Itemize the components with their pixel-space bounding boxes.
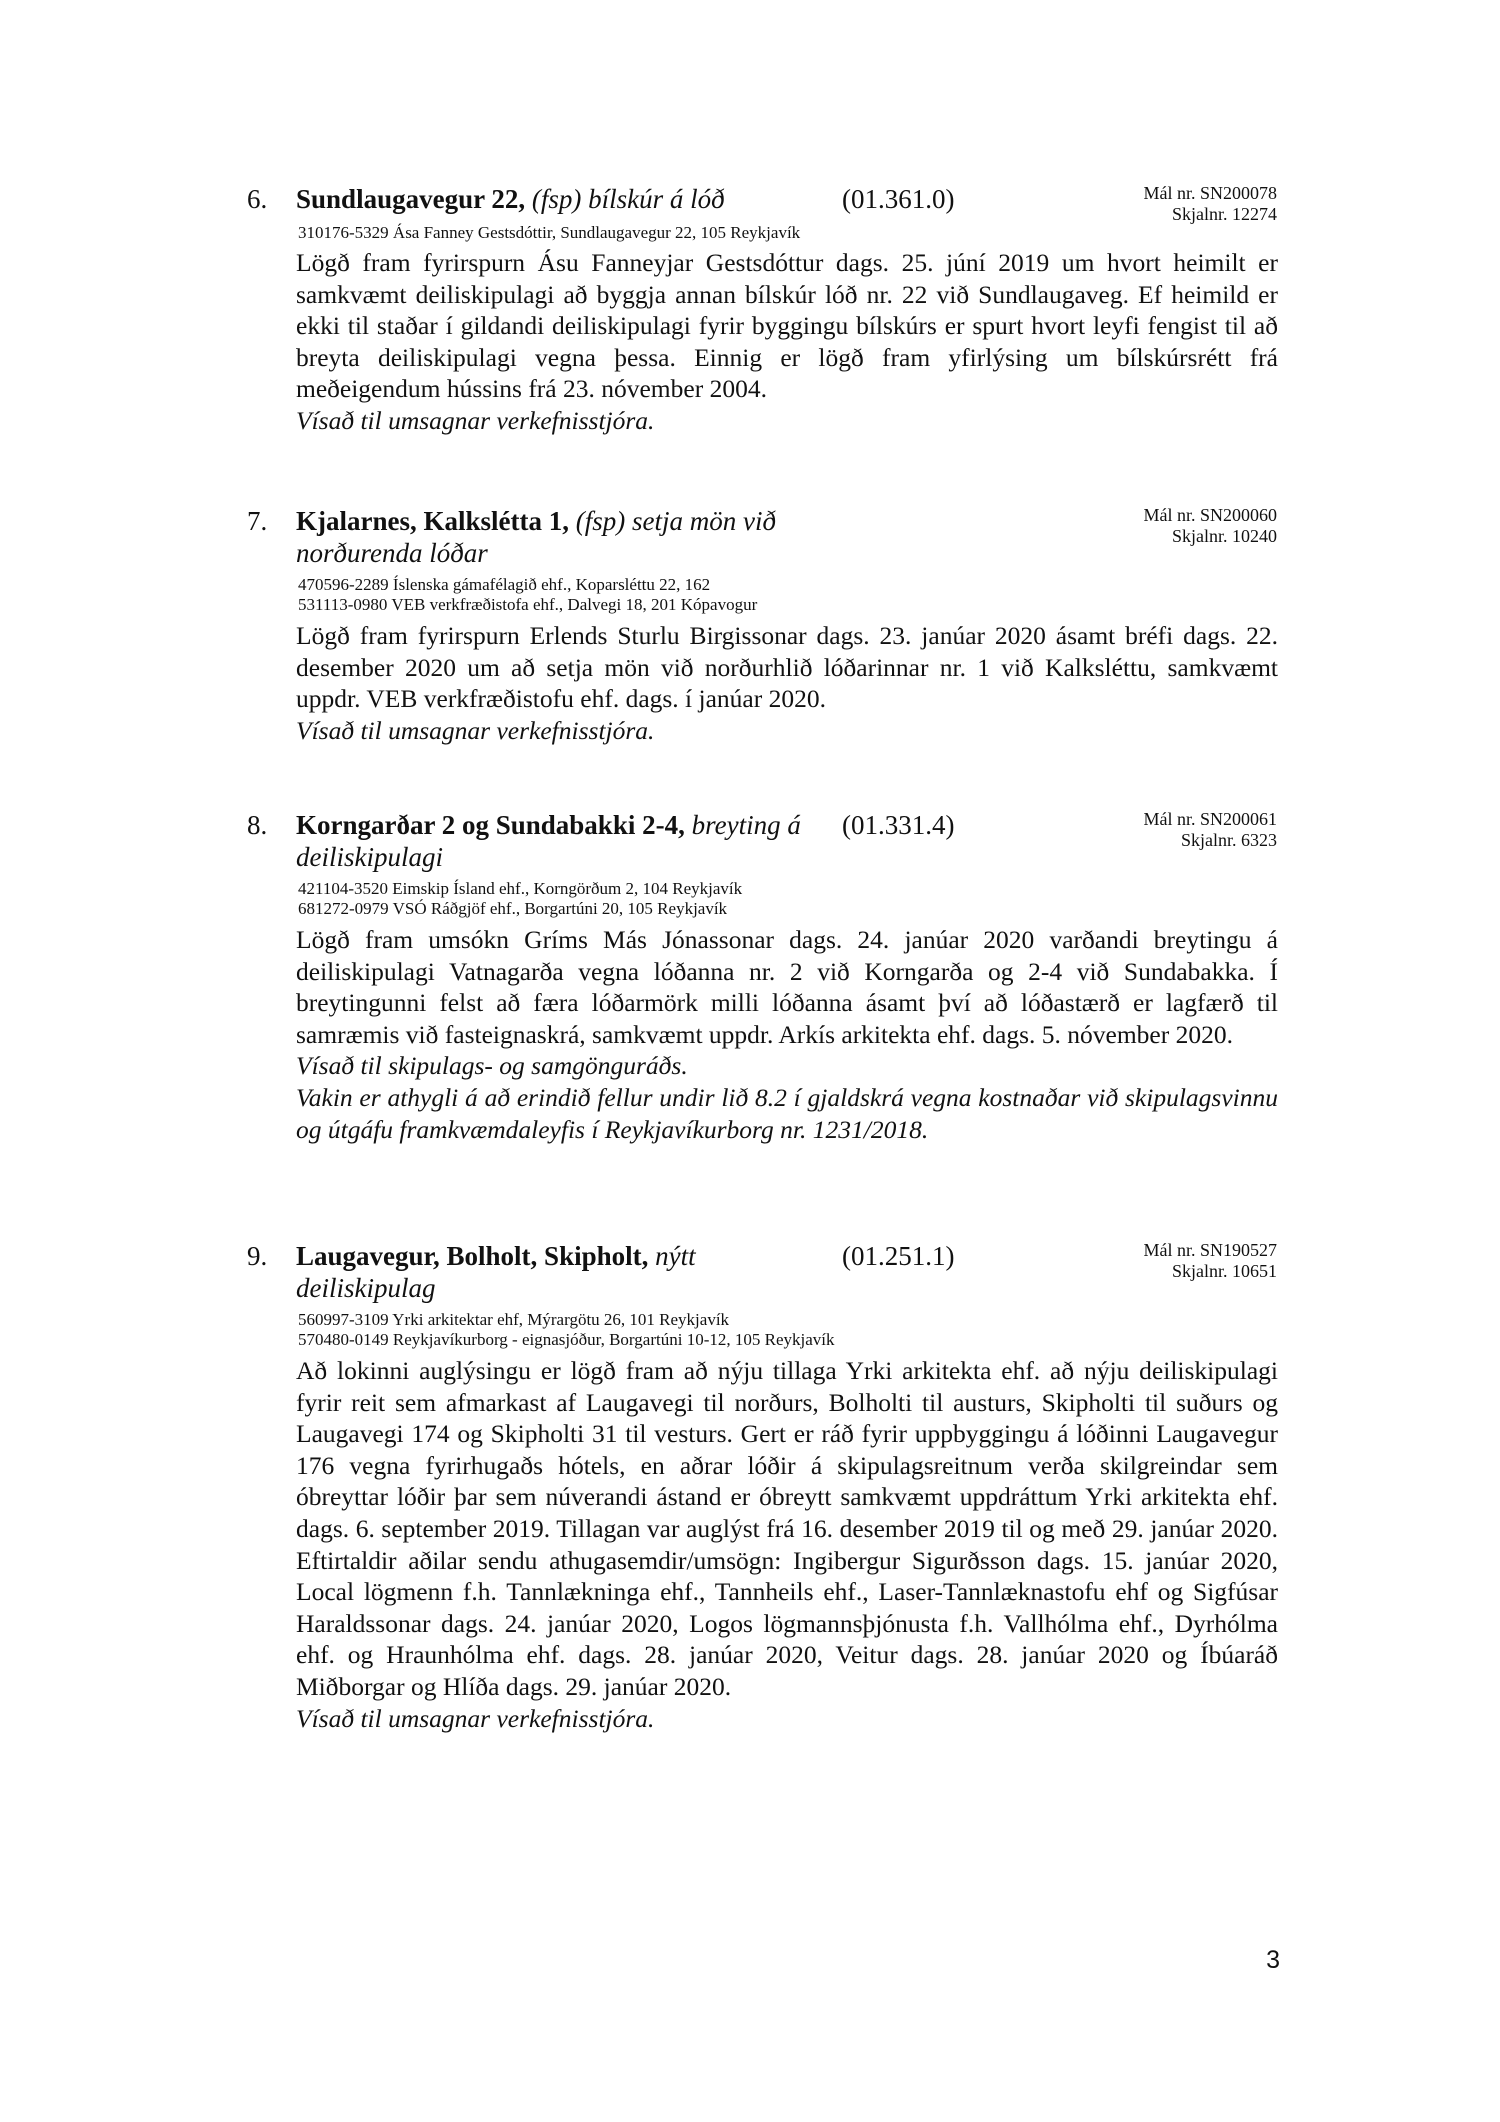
item-heading	[296, 505, 816, 569]
document-number: Skjalnr. 6323	[1180, 830, 1277, 850]
document-number: Skjalnr. 10651	[1171, 1261, 1277, 1281]
applicant-list	[298, 575, 1198, 615]
item-body	[296, 1355, 1278, 1734]
case-number: Mál nr. SN200061	[1143, 809, 1277, 829]
item-title: Sundlaugavegur 22,	[296, 184, 526, 214]
item-heading	[296, 183, 856, 215]
body-paragraph: Að lokinni auglýsingu er lögð fram að nýju tillaga Yrki arkitekta ehf. að nýju deiliskipulagi fyrir reit sem afmarkast af Laugavegi til norðurs, Bolholti til austurs, Skipholti til suðurs og Laugavegi 174 og Skipholti 31 til vesturs. Gert er ráð fyrir uppbyggingu á lóðinni Laugavegur 176 vegna fyrirhugaðs hótels, en aðrar lóðir á skipulagsreitnum verða skilgreindar sem óbreyttar lóðir þar sem núverandi ástand er óbreytt samkvæmt uppdráttum Yrki arkitekta ehf. dags. 6. september 2019. Tillagan var auglýst frá 16. desember 2019 til og með 29. janúar 2020. Eftirtaldir aðilar sendu athugasemdir/umsögn: Ingibergur Sigurðsson dags. 15. janúar 2020, Local lögmenn f.h. Tannlækninga ehf., Tannheils ehf., Laser-Tannlæknastofu ehf og Sigfúsar Haraldssonar dags. 24. janúar 2020, Logos lögmannsþjónusta f.h. Vallhólma ehf., Dyrhólma ehf. og Hraunhólma ehf. dags. 28. janúar 2020, Veitur dags. 28. janúar 2020 og Íbúaráð Miðborgar og Hlíða dags. 29. janúar 2020.	[296, 1356, 1278, 1701]
applicant-line: 470596-2289 Íslenska gámafélagið ehf., Koparsléttu 22, 162	[298, 575, 711, 594]
item-number: 9.	[247, 1241, 268, 1271]
item-subtitle: nýtt deiliskipulag	[296, 1241, 696, 1303]
item-subtitle: breyting á deiliskipulagi	[296, 810, 801, 872]
applicant-line: 681272-0979 VSÓ Ráðgjöf ehf., Borgartúni 20, 105 Reykjavík	[298, 899, 728, 918]
verdict-line: Vísað til skipulags- og samgönguráðs.	[296, 1051, 688, 1081]
item-body	[296, 924, 1278, 1145]
item-body	[296, 247, 1278, 437]
item-subtitle: (fsp) bílskúr á lóð	[531, 184, 725, 214]
applicant-list	[298, 1310, 1198, 1350]
item-title: Korngarðar 2 og Sundabakki 2-4,	[296, 810, 685, 840]
body-paragraph: Lögð fram fyrirspurn Ásu Fanneyjar Gestsdóttur dags. 25. júní 2019 um hvort heimilt er samkvæmt deiliskipulagi að byggja annan bílskúr lóð nr. 22 við Sundlaugaveg. Ef heimild er ekki til staðar í gildandi deiliskipulagi fyrir byggingu bílskúrs er spurt hvort leyfi fengist til að breyta deiliskipulagi vegna þessa. Einnig er lögð fram yfirlýsing um bílskúrsrétt frá meðeigendum hússins frá 23. nóvember 2004.	[296, 248, 1278, 404]
applicant-list	[298, 223, 1198, 243]
verdict-note: Vakin er athygli á að erindið fellur undir lið 8.2 í gjaldskrá vegna kostnaðar við skipulagsvinnu og útgáfu framkvæmdaleyfis í Reykjavíkurborg nr. 1231/2018.	[296, 1082, 1278, 1144]
land-number: (01.331.4)	[842, 810, 955, 840]
applicant-line: 531113-0980 VEB verkfræðistofa ehf., Dalvegi 18, 201 Kópavogur	[298, 595, 758, 614]
item-heading	[296, 809, 816, 873]
item-title: Kjalarnes, Kalkslétta 1,	[296, 506, 569, 536]
body-paragraph: Lögð fram fyrirspurn Erlends Sturlu Birgissonar dags. 23. janúar 2020 ásamt bréfi dags. 22. desember 2020 um að setja mön við norðurhlið lóðarinnar nr. 1 við Kalksléttu, samkvæmt uppdr. VEB verkfræðistofu ehf. dags. í janúar 2020.	[296, 621, 1278, 714]
applicant-line: 310176-5329 Ása Fanney Gestsdóttir, Sundlaugavegur 22, 105 Reykjavík	[298, 223, 801, 242]
item-number: 7.	[247, 506, 268, 536]
item-title: Laugavegur, Bolholt, Skipholt,	[296, 1241, 649, 1271]
case-reference	[1143, 183, 1277, 225]
verdict-line: Vísað til umsagnar verkefnisstjóra.	[296, 405, 655, 435]
item-number: 8.	[247, 810, 268, 840]
land-number: (01.251.1)	[842, 1241, 955, 1271]
item-number: 6.	[247, 184, 268, 214]
case-reference	[1143, 809, 1277, 851]
land-number: (01.361.0)	[842, 184, 955, 214]
body-paragraph: Lögð fram umsókn Gríms Más Jónassonar dags. 24. janúar 2020 varðandi breytingu á deiliskipulagi Vatnagarða vegna lóðanna nr. 2 við Korngarða og 2-4 við Sundabakka. Í breytingunni felst að færa lóðarmörk milli lóðanna ásamt því að lóðastærð er lagfærð til samræmis við fasteignaskrá, samkvæmt uppdr. Arkís arkitekta ehf. dags. 5. nóvember 2020.	[296, 925, 1278, 1049]
case-number: Mál nr. SN200060	[1143, 505, 1277, 525]
applicant-line: 421104-3520 Eimskip Ísland ehf., Korngörðum 2, 104 Reykjavík	[298, 879, 743, 898]
item-body	[296, 620, 1278, 746]
document-number: Skjalnr. 12274	[1171, 204, 1277, 224]
applicant-line: 570480-0149 Reykjavíkurborg - eignasjóður, Borgartúni 10-12, 105 Reykjavík	[298, 1330, 835, 1349]
applicant-line: 560997-3109 Yrki arkitektar ehf, Mýrargötu 26, 101 Reykjavík	[298, 1310, 730, 1329]
case-number: Mál nr. SN190527	[1143, 1240, 1277, 1260]
case-reference	[1143, 1240, 1277, 1282]
case-number: Mál nr. SN200078	[1143, 183, 1277, 203]
item-subtitle: (fsp) setja mön við norðurenda lóðar	[296, 506, 776, 568]
verdict-line: Vísað til umsagnar verkefnisstjóra.	[296, 1703, 655, 1733]
document-number: Skjalnr. 10240	[1171, 526, 1277, 546]
page-number: 3	[1266, 1946, 1280, 1974]
case-reference	[1143, 505, 1277, 547]
verdict-line: Vísað til umsagnar verkefnisstjóra.	[296, 715, 655, 745]
item-heading	[296, 1240, 796, 1304]
applicant-list	[298, 879, 1198, 919]
